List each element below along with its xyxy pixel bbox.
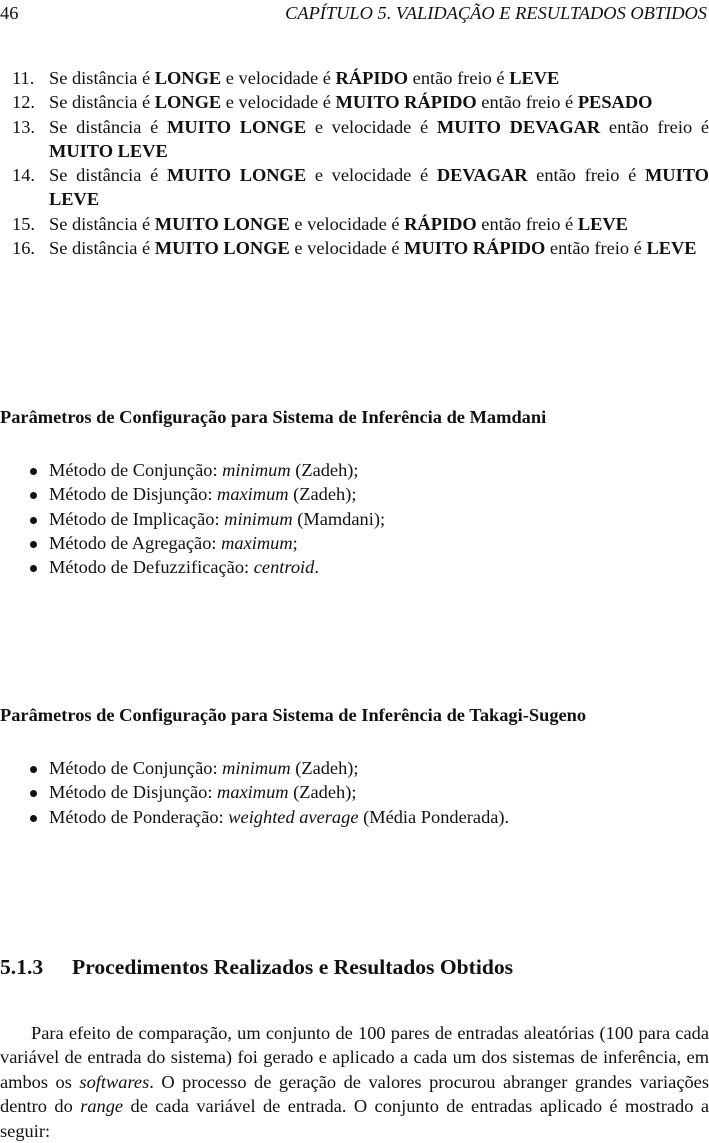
rule-term: LONGE [154,68,222,88]
param-suffix: (Mamdani); [292,508,386,529]
mamdani-section-title: Parâmetros de Configuração para Sistema de Inferência de Mamdani [0,407,547,427]
sugeno-parameter-list [0,756,709,829]
sugeno-section-title: Parâmetros de Configuração para Sistema de Inferência de Takagi-Sugeno [0,705,587,725]
rule-number: 15. [12,213,35,234]
rule-term: LONGE [154,92,222,113]
paragraph-text: Para efeito de comparação, um conjunto de 100 pares de entradas aleatórias (100 para cada variável de entrada do sistema) foi gerado e aplicado a cada um dos sistemas de inferência, em ambos os [0,1023,709,1092]
rule-item [0,66,709,90]
rule-text: Se distância é [49,116,167,137]
rule-item [0,90,709,114]
rule-text: então freio é [545,238,647,259]
param-label: Método de Implicação: [49,508,225,529]
bullet-icon [30,766,37,773]
fuzzy-rules-list [0,66,709,260]
chapter-title: CAPÍTULO 5. VALIDAÇÃO E RESULTADOS OBTIDOS [285,3,707,23]
list-item [0,507,709,531]
rule-text: então freio é [600,116,709,137]
list-item [0,482,709,506]
list-item [0,555,709,579]
rule-term: MUITO LONGE [154,213,290,234]
rule-term: MUITO LONGE [166,165,307,186]
rule-text: então freio é [476,92,578,113]
list-item [0,805,709,829]
paragraph-emphasis: softwares [79,1071,150,1092]
mamdani-parameter-list [0,458,709,579]
rule-term: MUITO LONGE [154,238,290,259]
rule-text: Se distância é [49,165,167,186]
list-item [0,780,709,804]
list-item [0,531,709,555]
param-label: Método de Ponderação: [49,806,229,827]
rule-term: LEVE [509,68,560,88]
param-value: maximum [217,484,289,505]
rule-text: Se distância é [49,238,155,259]
param-suffix: (Zadeh); [290,758,359,778]
bullet-icon [30,468,37,475]
param-suffix: (Zadeh); [288,782,357,803]
param-value: weighted average [228,806,359,827]
rule-text: então freio é [408,68,510,88]
rule-text: e velocidade é [221,68,336,88]
rule-term: RÁPIDO [404,213,477,234]
param-suffix: (Média Ponderada). [358,806,510,827]
param-label: Método de Conjunção: [49,758,223,778]
param-value: minimum [222,460,291,480]
paragraph-text: . O processo de geração de valores procurou abranger grandes variações dentro do [0,1071,709,1117]
rule-item [0,115,709,164]
rule-text: então freio é [476,213,578,234]
param-value: maximum [217,782,289,803]
rule-text: e velocidade é [289,213,405,234]
list-item [0,756,709,780]
rule-term: RÁPIDO [335,68,409,88]
subsection-title: Procedimentos Realizados e Resultados Obtidos [72,955,514,979]
param-value: centroid [253,557,315,578]
rule-item [0,163,709,212]
param-value: maximum [221,532,293,553]
rule-term: LEVE [646,238,697,259]
page-number: 46 [0,3,19,23]
rule-text: e velocidade é [221,92,336,113]
param-suffix: (Zadeh); [288,484,357,505]
bullet-icon [30,517,37,524]
param-label: Método de Defuzzificação: [49,557,254,578]
list-item [0,458,709,482]
rule-number: 16. [12,238,35,259]
rule-text: e velocidade é [289,238,405,259]
rule-term: MUITO LONGE [166,116,307,137]
param-label: Método de Disjunção: [49,484,218,505]
param-suffix: (Zadeh); [290,460,359,480]
param-value: minimum [222,758,291,778]
subsection-heading [0,953,513,981]
param-suffix: . [314,557,319,578]
rule-term: LEVE [577,213,628,234]
rule-term: MUITO RÁPIDO [335,92,477,113]
bullet-icon [30,541,37,548]
rule-item [0,212,709,236]
rule-text: Se distância é [49,68,155,88]
rule-text: então freio é [527,165,645,186]
rule-text: e velocidade é [306,165,437,186]
rule-text: e velocidade é [306,116,437,137]
running-header [0,1,709,25]
rule-item [0,236,709,260]
bullet-icon [30,565,37,572]
bullet-icon [30,790,37,797]
rule-term: MUITO RÁPIDO [404,238,546,259]
rule-term: MUITO DEVAGAR [436,116,601,137]
subsection-number: 5.1.3 [0,955,44,979]
rule-text: Se distância é [49,213,155,234]
paragraph-emphasis: range [80,1096,124,1117]
rule-text: Se distância é [49,92,155,113]
rule-number: 13. [12,116,35,137]
rule-term: PESADO [577,92,653,113]
bullet-icon [30,492,37,499]
rule-term: MUITO LEVE [49,165,709,210]
body-paragraph [0,1021,709,1143]
rule-number: 11. [12,68,35,88]
param-label: Método de Disjunção: [49,782,218,803]
param-label: Método de Agregação: [49,532,222,553]
bullet-icon [30,815,37,822]
paragraph-text: de cada variável de entrada. O conjunto de entradas aplicado é mostrado a seguir: [0,1096,709,1141]
rule-term: DEVAGAR [436,165,528,186]
rule-number: 14. [12,165,35,186]
param-value: minimum [224,508,293,529]
rule-term: MUITO LEVE [49,140,168,161]
param-suffix: ; [292,532,298,553]
rule-number: 12. [12,92,35,113]
param-label: Método de Conjunção: [49,460,223,480]
